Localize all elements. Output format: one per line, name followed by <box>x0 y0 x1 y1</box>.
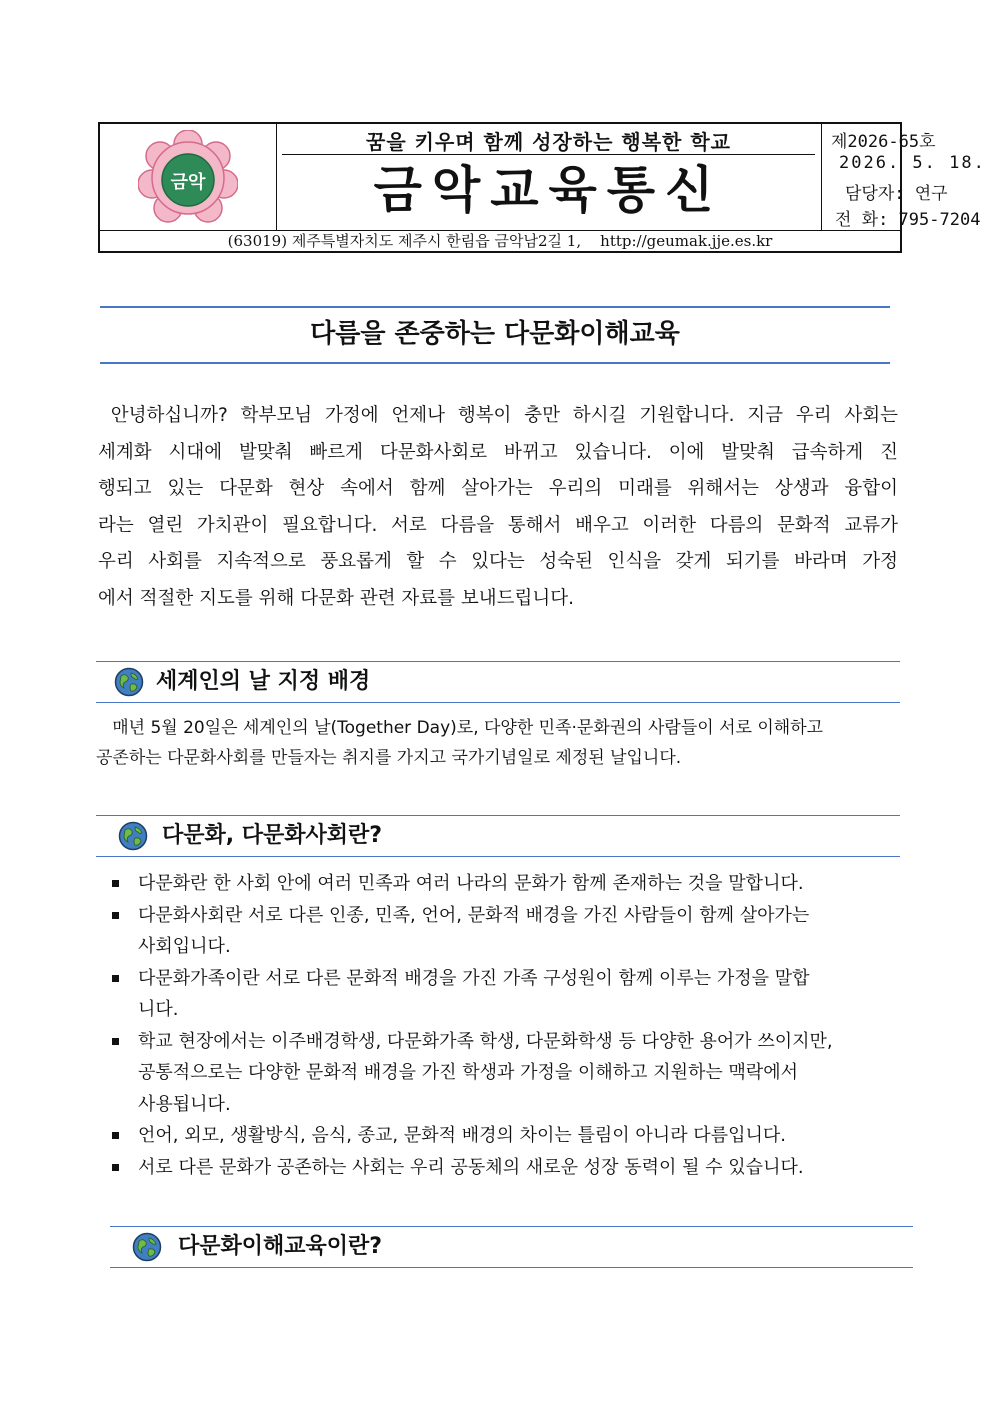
issue-number: 제2026-65호 <box>831 132 936 152</box>
phone: 전 화: 795-7204 <box>835 210 981 230</box>
bullet-icon <box>112 1132 119 1139</box>
list-item <box>100 868 898 900</box>
slogan-divider <box>282 154 815 155</box>
section-title: 다문화, 다문화사회란? <box>162 823 383 848</box>
bullet-line: 사회입니다. <box>138 936 231 957</box>
list-item <box>100 900 898 963</box>
intro-line: 세계화 시대에 발맞춰 빠르게 다문화사회로 바뀌고 있습니다. 이에 발맞춰 급속하게 진 <box>98 441 898 463</box>
bullet-icon <box>112 912 119 919</box>
bullet-line: 학교 현장에서는 이주배경학생, 다문화가족 학생, 다문화학생 등 다양한 용어가 쓰이지만, <box>138 1030 833 1052</box>
newsletter-header <box>98 122 986 253</box>
bullet-icon <box>112 880 119 887</box>
section-title: 다문화이해교육이란? <box>178 1234 383 1259</box>
main-title-band <box>100 306 890 364</box>
section-heading-together-day <box>96 661 900 703</box>
section-heading-multiculture <box>96 815 900 857</box>
list-item <box>100 1026 898 1121</box>
intro-line: 행되고 있는 다문화 현상 속에서 함께 살아가는 우리의 미래를 위해서는 상생과 융합이 <box>98 478 898 499</box>
list-item <box>100 1152 898 1184</box>
header-title-cell <box>276 124 822 230</box>
logo-cell <box>100 124 277 230</box>
bullet-line: 니다. <box>138 999 179 1020</box>
paragraph-line: 매년 5월 20일은 세계인의 날(Together Day)로, 다양한 민족·문화권의 사람들이 서로 이해하고 <box>96 718 824 738</box>
intro-line: 우리 사회를 지속적으로 풍요롭게 할 수 있다는 성숙된 인식을 갖게 되기를 바라며 가정 <box>98 551 898 572</box>
manager: 담당자: 연구 <box>845 184 948 204</box>
intro-line: 안녕하십니까? 학부모님 가정에 언제나 행복이 충만 하시길 기원합니다. 지금 우리 사회는 <box>98 405 898 426</box>
list-item <box>100 1120 898 1152</box>
bullet-line: 다문화가족이란 서로 다른 문화적 배경을 가진 가족 구성원이 함께 이루는 가정을 말합 <box>138 967 810 989</box>
main-title: 다름을 존중하는 다문화이해교육 <box>310 319 680 349</box>
school-emblem-icon <box>138 130 238 226</box>
intro-paragraph <box>98 398 898 617</box>
logo-text: 금악 <box>170 172 206 193</box>
bullet-line: 공통적으로는 다양한 문화적 배경을 가진 학생과 가정을 이해하고 지원하는 맥락에서 <box>138 1062 799 1083</box>
bullet-line: 다문화란 한 사회 안에 여러 민족과 여러 나라의 문화가 함께 존재하는 것을 말합니다. <box>138 873 804 894</box>
section-title: 세계인의 날 지정 배경 <box>156 669 371 694</box>
list-item <box>100 963 898 1026</box>
bullet-line: 다문화사회란 서로 다른 인종, 민족, 언어, 문화적 배경을 가진 사람들이 함께 살아가는 <box>138 904 810 926</box>
section-heading-education <box>110 1226 913 1268</box>
bullet-icon <box>112 1038 119 1045</box>
globe-icon <box>114 667 144 697</box>
bullet-icon <box>112 975 119 982</box>
globe-icon <box>132 1232 162 1262</box>
school-address: (63019) 제주특별자치도 제주시 한림읍 금악남2길 1, http://geumak.jje.es.kr <box>100 230 900 252</box>
intro-line: 라는 열린 가치관이 필요합니다. 서로 다름을 통해서 배우고 이러한 다름의 문화적 교류가 <box>98 514 898 536</box>
bullet-line: 서로 다른 문화가 공존하는 사회는 우리 공동체의 새로운 성장 동력이 될 수 있습니다. <box>138 1156 804 1178</box>
intro-line: 에서 적절한 지도를 위해 다문화 관련 자료를 보내드립니다. <box>98 587 574 609</box>
together-day-paragraph <box>96 713 900 773</box>
bullet-line: 언어, 외모, 생활방식, 음식, 종교, 문화적 배경의 차이는 틀림이 아니라 다름입니다. <box>138 1125 786 1146</box>
bullet-icon <box>112 1164 119 1171</box>
multiculture-bullet-list <box>100 868 898 1183</box>
issue-info-cell <box>821 124 986 230</box>
globe-icon <box>118 821 148 851</box>
paragraph-line: 공존하는 다문화사회를 만들자는 취지를 가지고 국가기념일로 제정된 날입니다. <box>96 748 682 768</box>
bullet-line: 사용됩니다. <box>138 1093 231 1115</box>
newsletter-title: 금악교육통신 <box>373 161 724 219</box>
school-slogan: 꿈을 키우며 함께 성장하는 행복한 학교 <box>366 130 731 154</box>
issue-date: 2026. 5. 18. <box>839 153 986 173</box>
